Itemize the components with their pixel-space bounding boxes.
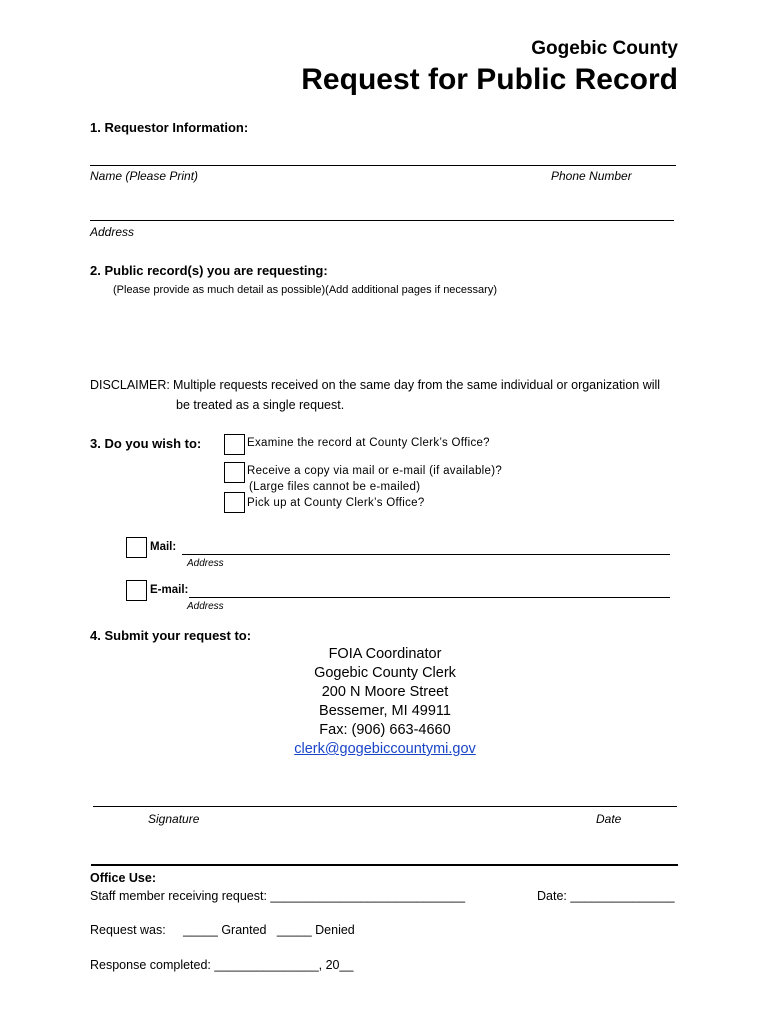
copy-option-note: (Large files cannot be e-mailed) — [249, 481, 421, 493]
examine-checkbox[interactable] — [224, 434, 245, 455]
address-line-city: Bessemer, MI 49911 — [319, 703, 451, 719]
office-date-field[interactable]: Date: _______________ — [537, 889, 675, 903]
email-address-line[interactable] — [189, 597, 670, 598]
clerk-email-link[interactable]: clerk@gogebiccountymi.gov — [294, 741, 476, 757]
signature-label: Signature — [148, 812, 200, 826]
phone-label: Phone Number — [551, 169, 632, 183]
address-line-fax: Fax: (906) 663-4660 — [319, 722, 451, 738]
county-name: Gogebic County — [531, 38, 678, 59]
section-3-heading: 3. Do you wish to: — [90, 436, 202, 451]
office-use-divider — [91, 864, 678, 866]
address-line-foia: FOIA Coordinator — [328, 646, 442, 662]
form-title: Request for Public Record — [301, 63, 678, 96]
disclaimer-line-2: be treated as a single request. — [176, 398, 345, 412]
section-2-note: (Please provide as much detail as possible)(Add additional pages if necessary) — [113, 284, 497, 296]
section-1-heading: 1. Requestor Information: — [90, 120, 249, 135]
copy-option-label: Receive a copy via mail or e-mail (if available)? — [247, 465, 503, 477]
disclaimer-label: DISCLAIMER: — [90, 378, 170, 392]
response-completed-field[interactable]: Response completed: _______________, 20__ — [90, 958, 354, 972]
address-line-street: 200 N Moore Street — [321, 684, 449, 700]
name-phone-line[interactable] — [90, 165, 676, 166]
mail-label: Mail: — [150, 541, 177, 553]
records-request-area[interactable] — [90, 300, 676, 370]
section-4-heading: 4. Submit your request to: — [90, 628, 252, 643]
email-address-label: Address — [187, 601, 224, 612]
signature-date-label: Date — [596, 812, 622, 826]
pickup-checkbox[interactable] — [224, 492, 245, 513]
request-status-field[interactable]: Request was: _____ Granted _____ Denied — [90, 923, 355, 937]
address-label: Address — [90, 225, 135, 239]
pickup-option-label: Pick up at County Clerk’s Office? — [247, 497, 425, 509]
staff-member-field[interactable]: Staff member receiving request: ____________________________ — [90, 889, 466, 903]
address-line-clerk: Gogebic County Clerk — [314, 665, 456, 681]
email-label: E-mail: — [150, 584, 189, 596]
address-line[interactable] — [90, 220, 674, 221]
email-checkbox[interactable] — [126, 580, 147, 601]
disclaimer-line-1: Multiple requests received on the same day from the same individual or organization will — [173, 378, 661, 392]
signature-line[interactable] — [93, 806, 677, 807]
submit-address-block — [235, 645, 535, 759]
examine-option-label: Examine the record at County Clerk’s Office? — [247, 437, 490, 449]
office-use-heading: Office Use: — [90, 871, 156, 885]
copy-checkbox[interactable] — [224, 462, 245, 483]
mail-address-line[interactable] — [182, 554, 670, 555]
name-label: Name (Please Print) — [90, 169, 199, 183]
mail-checkbox[interactable] — [126, 537, 147, 558]
mail-address-label: Address — [187, 558, 224, 569]
section-2-heading: 2. Public record(s) you are requesting: — [90, 263, 328, 278]
